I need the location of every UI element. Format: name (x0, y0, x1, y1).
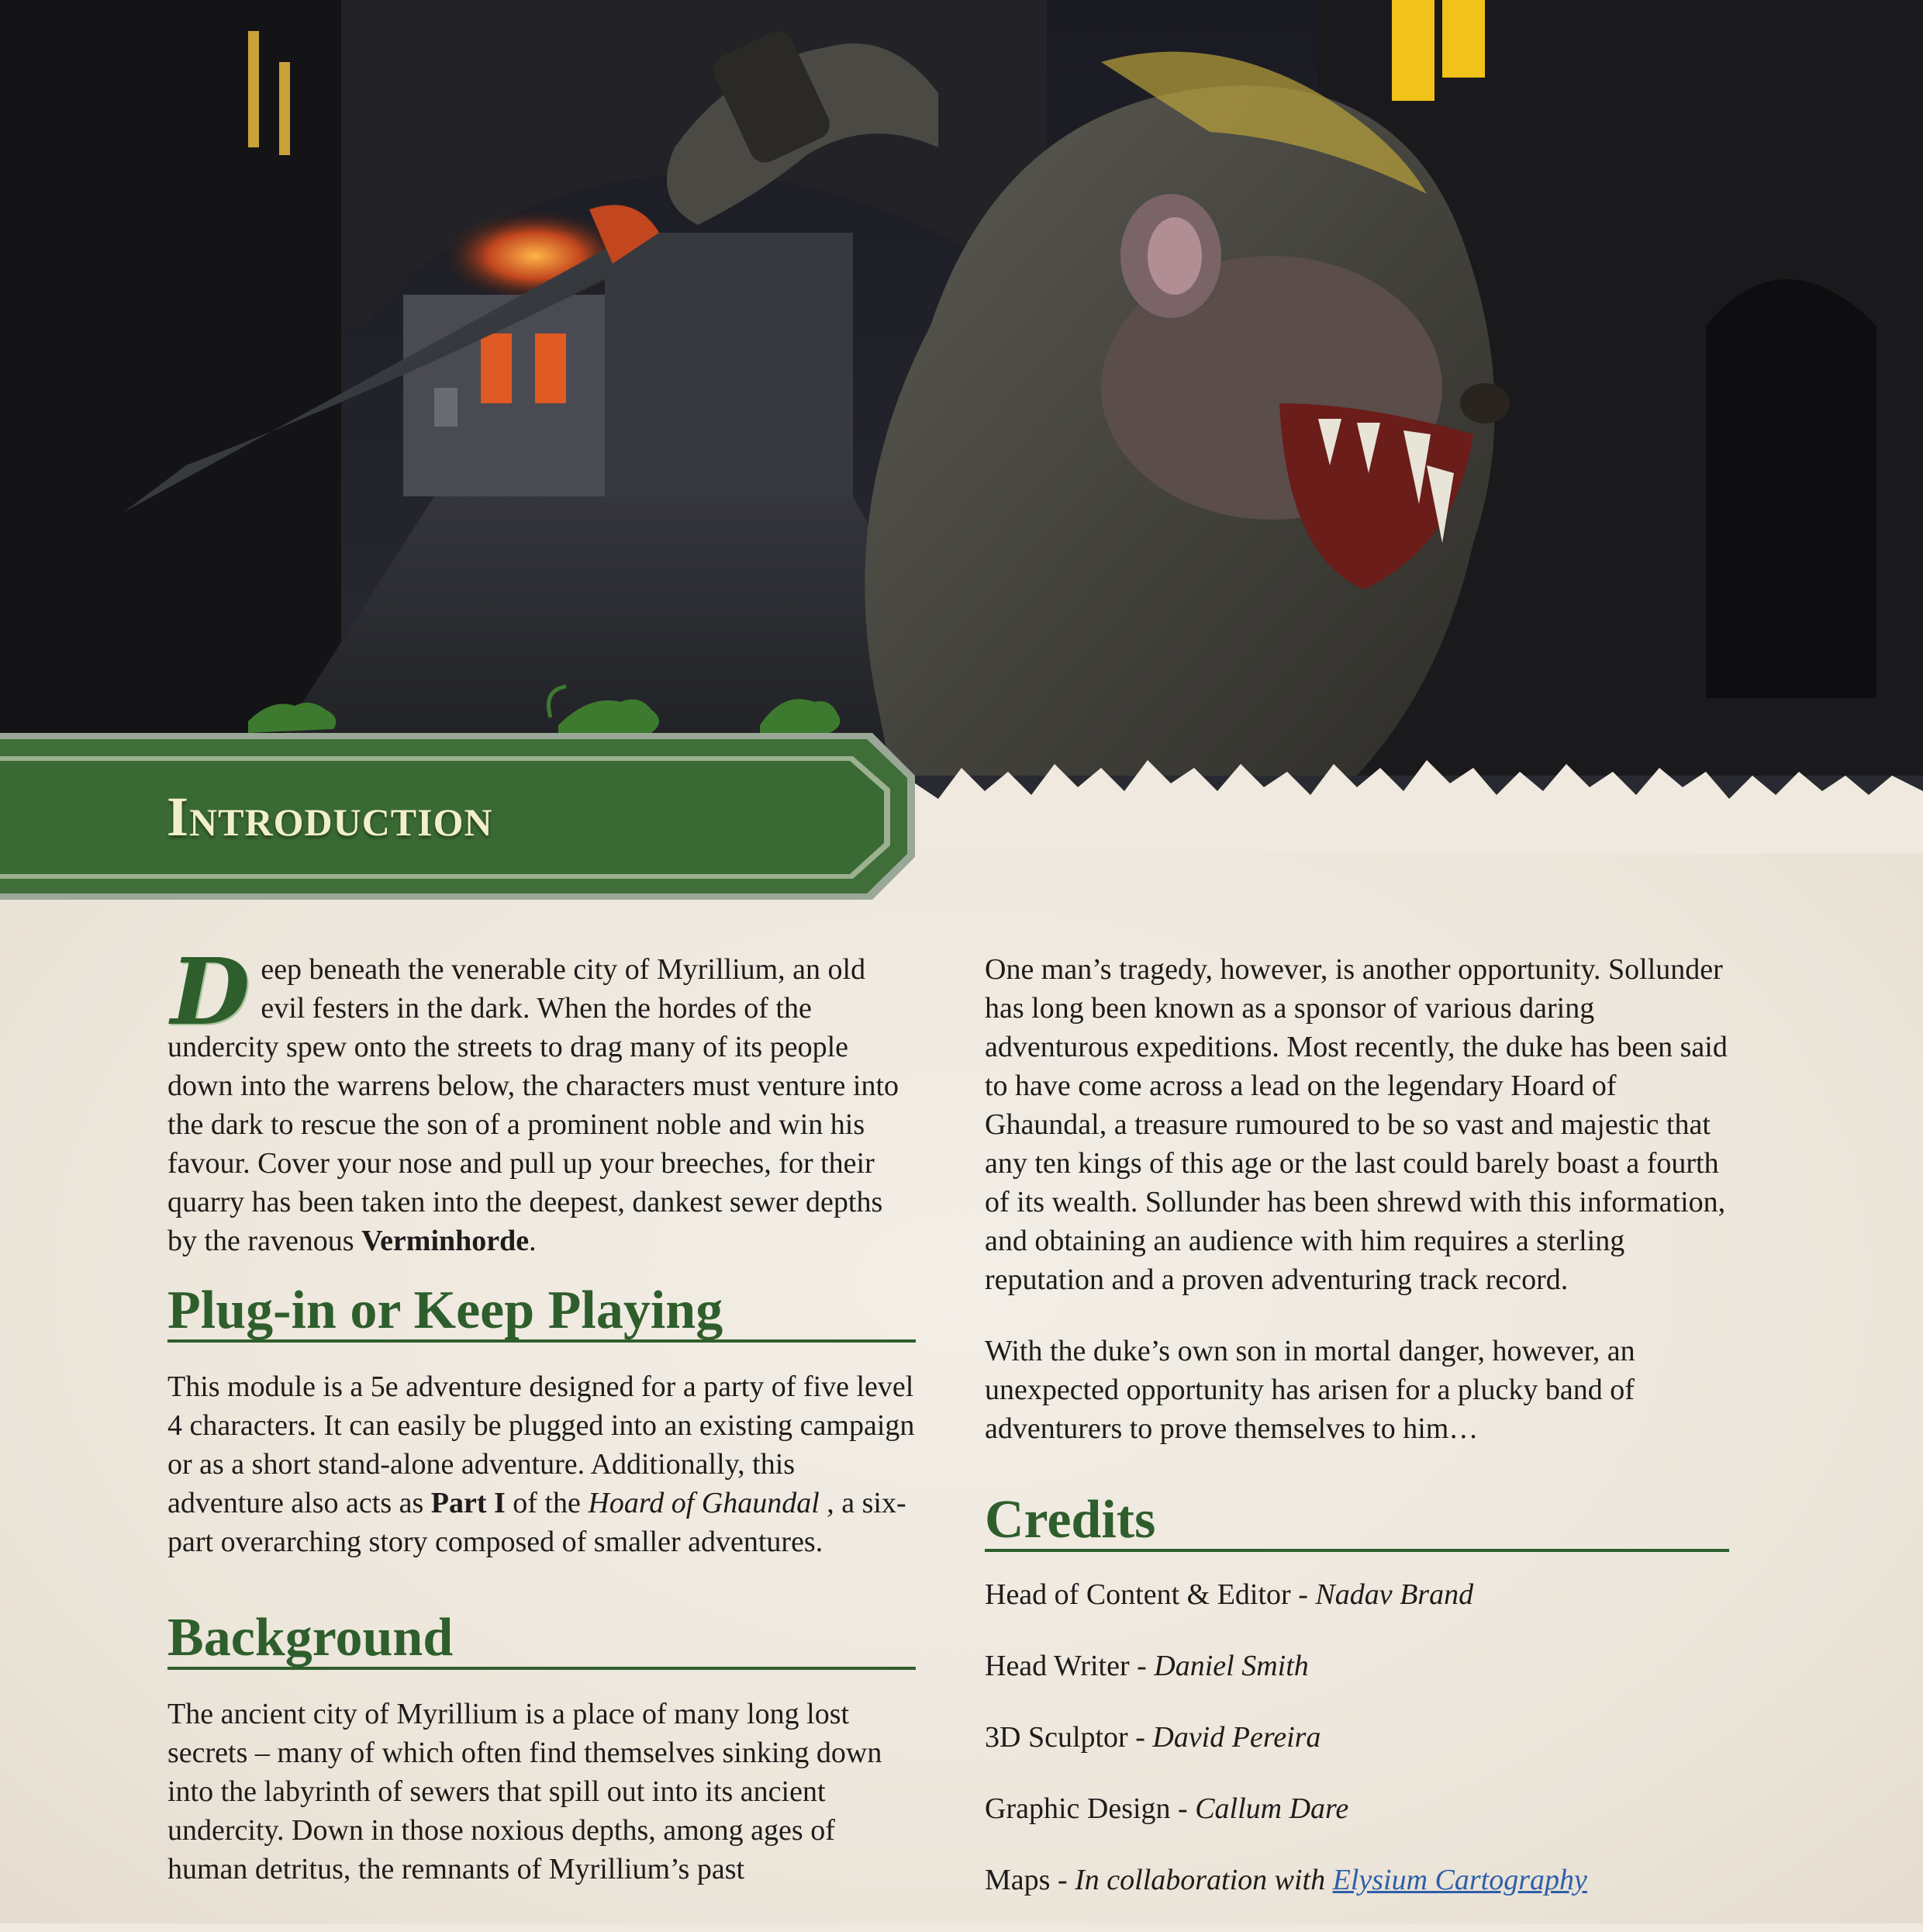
right-column (985, 950, 1729, 1932)
right-paragraph-1: One man’s tragedy, however, is another opportunity. Sollunder has long been known as a sponsor of various daring adventurous expeditions. Most recently, the duke has been said to have come across a lead on the legendary Hoard of Ghaundal, a treasure rumoured to be so vast and majestic that any ten kings of this age or the last could barely boast a fourth of its wealth. Sollunder has been shrewd with this information, and obtaining an audience with him requires a sterling reputation and a proven adventuring track record. (985, 953, 1728, 1296)
elysium-cartography-link[interactable]: Elysium Cartography (1332, 1864, 1587, 1896)
credit-item (985, 1718, 1729, 1757)
drop-cap: D (171, 938, 250, 1045)
credits-list (985, 1575, 1729, 1899)
credit-name: In collaboration with (1075, 1864, 1333, 1896)
intro-text: eep beneath the venerable city of Myrillium, an old evil festers in the dark. When the hordes of the undercity spew onto the streets to drag many of its people down into the warrens below, the characters must venture into the dark to rescue the son of a prominent noble and win his favour. Cover your nose and pull up your breeches, for their quarry has been taken into the deepest, dankest sewer depths by the ravenous (167, 953, 899, 1257)
intro-bold-verminhorde: Verminhorde (361, 1225, 530, 1257)
credit-name: Callum Dare (1195, 1792, 1349, 1825)
credit-role: Head Writer - (985, 1650, 1155, 1682)
plugin-bold-part: Part I (430, 1487, 506, 1519)
right-paragraph-2: With the duke’s own son in mortal danger, however, an unexpected opportunity has arisen for a plucky band of adventurers to prove themselves to him… (985, 1335, 1635, 1445)
plugin-paragraph (167, 1367, 916, 1561)
background-heading: Background (167, 1609, 916, 1670)
credits-heading: Credits (985, 1491, 1729, 1552)
intro-paragraph (167, 938, 916, 1260)
credit-role: Maps - (985, 1864, 1075, 1896)
plugin-italic-title: Hoard of Ghaundal (588, 1487, 820, 1519)
credit-role: Head of Content & Editor - (985, 1578, 1316, 1611)
credit-item (985, 1861, 1729, 1899)
credit-role: Graphic Design - (985, 1792, 1196, 1825)
credit-name: Nadav Brand (1315, 1578, 1474, 1611)
left-column (167, 938, 916, 1889)
credit-item (985, 1789, 1729, 1828)
credit-name: Daniel Smith (1154, 1650, 1309, 1682)
background-paragraph: The ancient city of Myrillium is a place of many long lost secrets – many of which often find themselves sinking down into the labyrinth of sewers that spill out into its ancient undercity. Down in those noxious depths, among ages of human detritus, the remnants of Myrillium’s past (167, 1698, 882, 1885)
credit-name: David Pereira (1152, 1721, 1321, 1754)
credit-item (985, 1647, 1729, 1685)
plugin-text-1: This module is a 5e adventure designed for a party of five level 4 characters. It can easily be plugged into an existing campaign or as a short stand-alone adventure. Additionally, this adventure also acts as (167, 1370, 915, 1519)
credit-item (985, 1575, 1729, 1614)
plugin-heading: Plug-in or Keep Playing (167, 1282, 916, 1343)
credit-role: 3D Sculptor - (985, 1721, 1153, 1754)
intro-text-end: . (529, 1225, 537, 1257)
plugin-text-2: of the (505, 1487, 589, 1519)
banner-title: Introduction (167, 786, 493, 848)
plugin-text-3: , a six-part overarching story composed of smaller adventures. (167, 1487, 906, 1558)
